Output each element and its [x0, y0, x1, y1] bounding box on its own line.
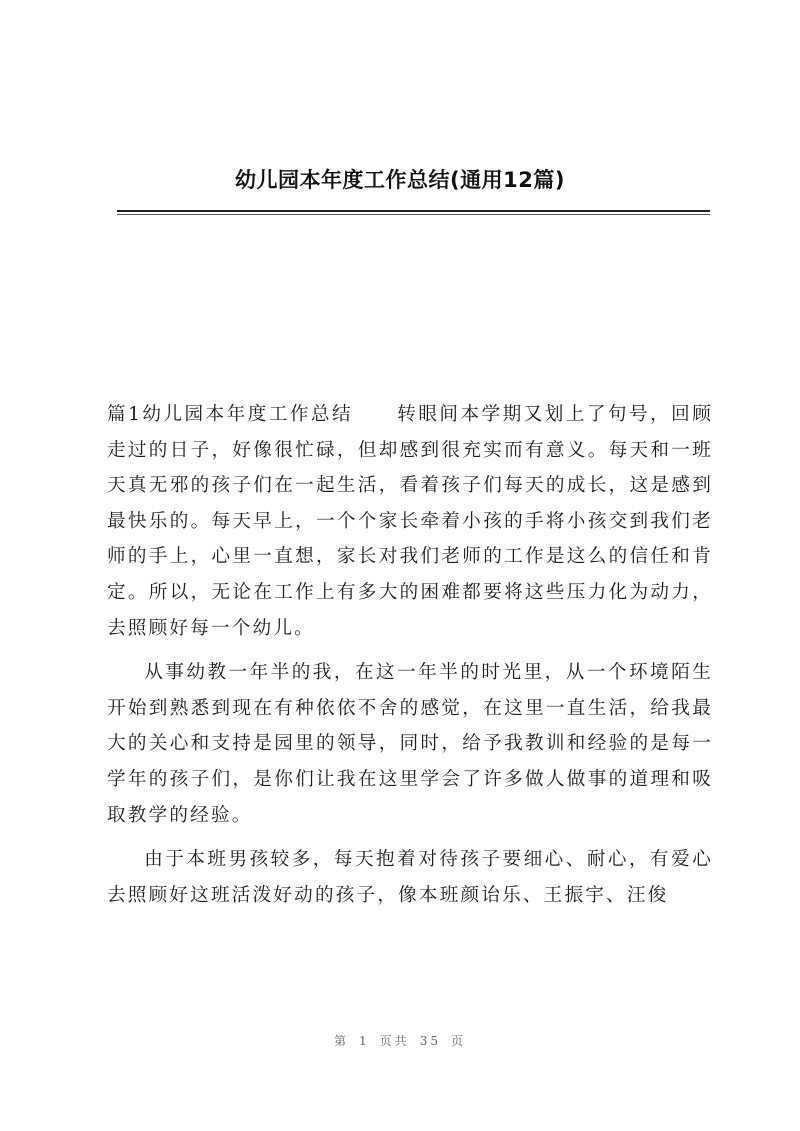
section-heading: 篇1幼儿园本年度工作总结 [107, 404, 354, 425]
title-underline-thin [117, 214, 710, 215]
paragraph: 由于本班男孩较多，每天抱着对待孩子要细心、耐心，有爱心去照顾好这班活泼好动的孩子，像本班颜诒乐、王振宇、汪俊 [107, 849, 713, 906]
document-title: 幼儿园本年度工作总结(通用12篇) [235, 168, 565, 192]
footer-total-pages: 35 [419, 1034, 441, 1048]
footer-prefix: 第 [334, 1034, 350, 1048]
document-body [107, 397, 713, 922]
paragraph-first [107, 397, 713, 646]
page-footer [0, 1032, 800, 1049]
footer-middle: 页共 [379, 1034, 410, 1048]
title-underline [117, 210, 710, 212]
footer-suffix: 页 [450, 1034, 466, 1048]
footer-page-number: 1 [359, 1034, 370, 1048]
paragraph: 从事幼教一年半的我，在这一年半的时光里，从一个环境陌生开始到熟悉到现在有种依依不舍的感觉，在这里一直生活，给我最大的关心和支持是园里的领导，同时，给予我教训和经验的是每一学年的孩子们，是你们让我在这里学会了许多做人做事的道理和吸取教学的经验。 [107, 662, 713, 826]
paragraph-text: 转眼间本学期又划上了句号，回顾走过的日子，好像很忙碌，但却感到很充实而有意义。每天和一班天真无邪的孩子们在一起生活，看着孩子们每天的成长，这是感到最快乐的。每天早上，一个个家长牵着小孩的手将小孩交到我们老师的手上，心里一直想，家长对我们老师的工作是这么的信任和肯定。所以，无论在工作上有多大的困难都要将这些压力化为动力，去照顾好每一个幼儿。 [107, 404, 713, 639]
